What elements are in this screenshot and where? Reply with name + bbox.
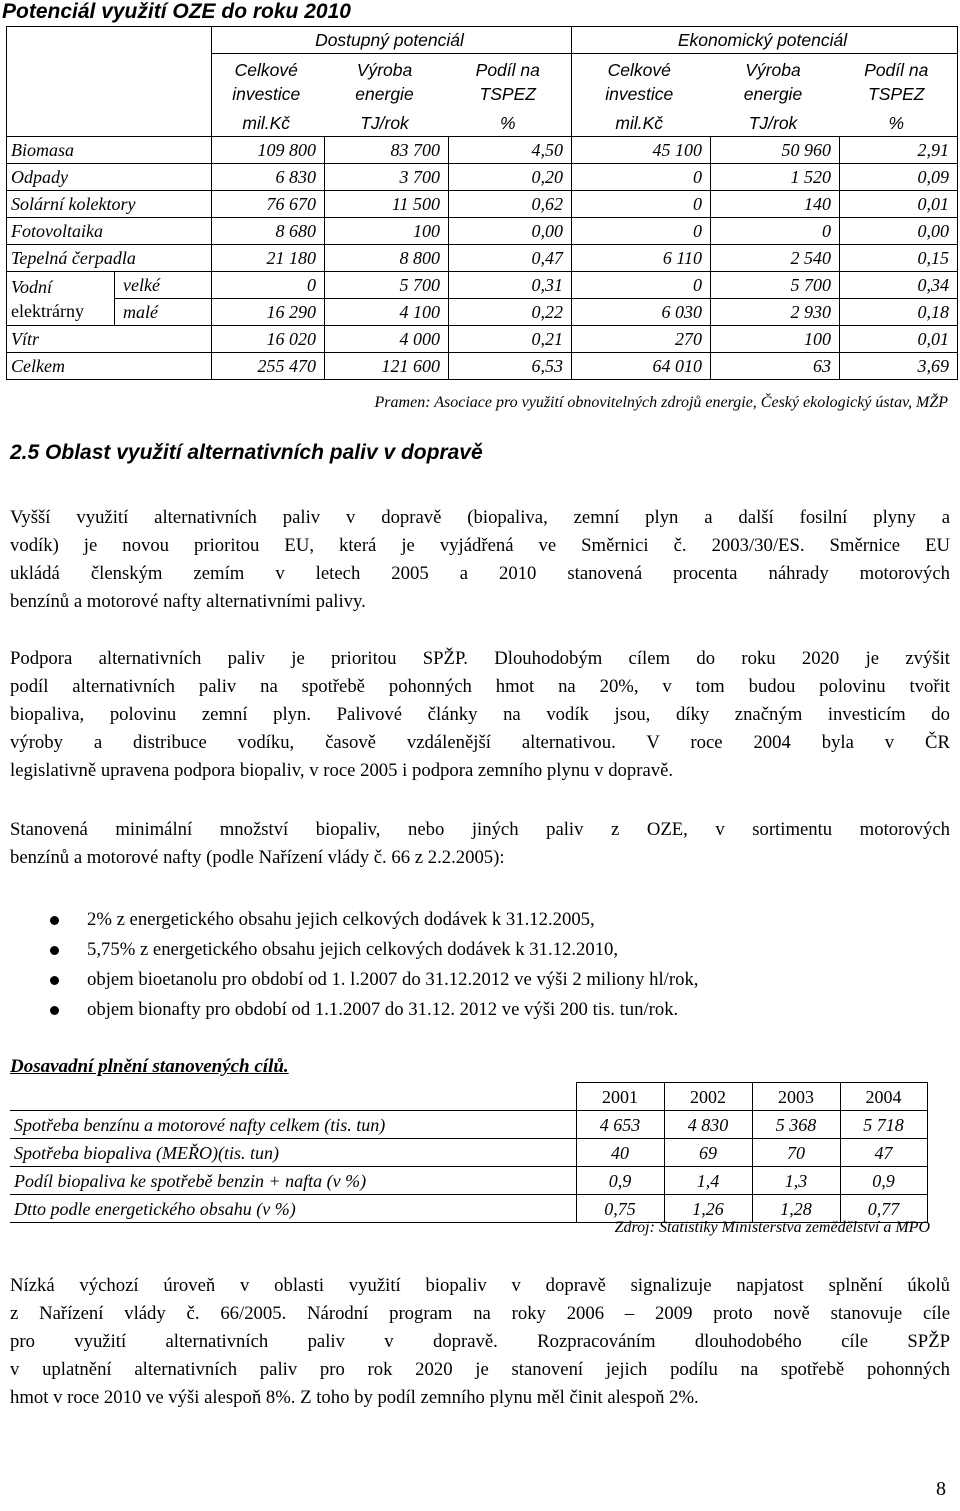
table-row [10,1167,927,1195]
unit-label: mil.Kč [572,110,711,137]
cell: 100 [325,218,449,245]
text-line: Nízká výchozí úroveň v oblasti využití biopaliv v dopravě signalizuje napjatost splnění úkolů [10,1275,950,1296]
list-item: objem bioetanolu pro období od 1. l.2007 do 31.12.2012 ve výši 2 miliony hl/rok, [10,965,950,995]
paragraph-1 [10,504,950,616]
text-line: hmot v roce 2010 ve výši alespoň 8%. Z toho by podíl zemního plynu měl činit alespoň 2%. [10,1387,699,1408]
cell: 4 100 [325,299,449,326]
table2-corner [10,1083,576,1111]
cell: 5 718 [840,1111,927,1139]
cell: 0,9 [576,1167,664,1195]
cell: 255 470 [212,353,325,380]
cell: 0,31 [449,272,572,299]
text-line: v uplatnění alternativních paliv pro rok 2020 je stanovení jejich podílu na spotřebě pohonných [10,1359,950,1380]
table-row [10,1139,927,1167]
cell: 0,00 [449,218,572,245]
cell: 4,50 [449,137,572,164]
table-row [10,1111,927,1139]
cell: 0 [711,218,840,245]
paragraph-4 [10,1272,950,1412]
row-label: Podíl biopaliva ke spotřebě benzin + nafta (v %) [10,1167,576,1195]
cell: 0 [572,164,711,191]
cell: 5 368 [752,1111,840,1139]
row-label: Dtto podle energetického obsahu (v %) [10,1195,576,1223]
text-line: biopaliva, polovinu zemní plyn. Palivové články na vodík jsou, díky značným investicím do [10,704,950,725]
column-header: Podíl na TSPEZ [840,54,958,111]
text-line: Podpora alternativních paliv je prioritou SPŽP. Dlouhodobým cílem do roku 2020 je zvýšit [10,648,950,669]
column-header: Celkové investice [572,54,711,111]
cell: 2 930 [711,299,840,326]
text-line: ukládá členským zemím v letech 2005 a 2010 stanovená procenta náhrady motorových [10,563,950,584]
table1-title: Potenciál využití OZE do roku 2010 [2,0,351,23]
table-row [7,326,958,353]
row-label: Biomasa [7,137,212,164]
cell: 8 800 [325,245,449,272]
cell: 0,34 [840,272,958,299]
list-item: 2% z energetického obsahu jejich celkových dodávek k 31.12.2005, [10,905,950,935]
table1-corner [7,54,212,111]
group-header: Ekonomický potenciál [572,27,958,54]
cell: 63 [711,353,840,380]
row-label: Celkem [7,353,212,380]
cell: 16 020 [212,326,325,353]
cell: 76 670 [212,191,325,218]
text-line: legislativně upravena podpora biopaliv, v roce 2005 i podpora zemního plynu v dopravě. [10,760,674,781]
table2-source: Zdroj: Statistiky Ministerstva zemědělství a MPO [614,1219,930,1236]
cell: 1,4 [664,1167,752,1195]
cell: 40 [576,1139,664,1167]
cell: 6,53 [449,353,572,380]
year-header: 2002 [664,1083,752,1111]
table-row [7,137,958,164]
cell: 8 680 [212,218,325,245]
row-label: Odpady [7,164,212,191]
cell: 100 [711,326,840,353]
column-header: Výroba energie [325,54,449,111]
row-label: Solární kolektory [7,191,212,218]
text-line: pro využití alternativních paliv v dopravě. Rozpracováním dlouhodobého cíle SPŽP [10,1331,950,1352]
cell: 0,15 [840,245,958,272]
cell: 4 653 [576,1111,664,1139]
table-row [7,164,958,191]
cell: 0,01 [840,191,958,218]
cell: 1,26 [664,1195,752,1223]
cell: 270 [572,326,711,353]
oze-potential-table [6,26,958,380]
cell: 5 700 [325,272,449,299]
year-header: 2001 [576,1083,664,1111]
group-header: Dostupný potenciál [212,27,572,54]
text-line: benzínů a motorové nafty alternativními palivy. [10,591,366,612]
text-line: výroby a distribuce vodíku, časově vzdálenější alternativou. V roce 2004 byla v ČR [10,732,950,753]
section-heading: 2.5 Oblast využití alternativních paliv v dopravě [10,441,483,464]
unit-label: TJ/rok [325,110,449,137]
column-header: Výroba energie [711,54,840,111]
requirements-list [10,905,950,1025]
table1-corner [7,27,212,54]
cell: 50 960 [711,137,840,164]
cell: 4 830 [664,1111,752,1139]
cell: 140 [711,191,840,218]
table-row-total [7,353,958,380]
paragraph-2 [10,645,950,785]
text-line: Vyšší využití alternativních paliv v dopravě (biopaliva, zemní plyn a další fosilní plyny a [10,507,950,528]
biofuel-table [10,1082,928,1223]
cell: 3 700 [325,164,449,191]
cell: 0,9 [840,1167,927,1195]
cell: 0 [572,272,711,299]
cell: 69 [664,1139,752,1167]
cell: 0,01 [840,326,958,353]
cell: 1,3 [752,1167,840,1195]
cell: 21 180 [212,245,325,272]
text-line: z Nařízení vlády č. 66/2005. Národní program na roky 2006 – 2009 proto nově stanovuje cíle [10,1303,950,1324]
cell: 0,00 [840,218,958,245]
cell: 0 [212,272,325,299]
unit-label: mil.Kč [212,110,325,137]
text-line: vodík) je novou prioritou EU, která je vyjádřená ve Směrnici č. 2003/30/ES. Směrnice EU [10,535,950,556]
cell: 3,69 [840,353,958,380]
list-item: 5,75% z energetického obsahu jejich celkových dodávek k 31.12.2010, [10,935,950,965]
row-label: Spotřeba benzínu a motorové nafty celkem (tis. tun) [10,1111,576,1139]
cell: 1 520 [711,164,840,191]
cell: 83 700 [325,137,449,164]
row-label: Fotovoltaika [7,218,212,245]
cell: 1,28 [752,1195,840,1223]
list-item: objem bionafty pro období od 1.1.2007 do 31.12. 2012 ve výši 200 tis. tun/rok. [10,995,950,1025]
paragraph-3 [10,816,950,872]
row-label: Spotřeba biopaliva (MEŘO)(tis. tun) [10,1139,576,1167]
cell: 2 540 [711,245,840,272]
cell: 0,77 [840,1195,927,1223]
cell: 2,91 [840,137,958,164]
hydro-label-line1: Vodní [11,276,53,297]
cell: 0,09 [840,164,958,191]
cell: 6 830 [212,164,325,191]
cell: 16 290 [212,299,325,326]
cell: 0 [572,218,711,245]
table-row [7,272,958,299]
page-number: 8 [936,1478,946,1500]
text-line: podíl alternativních paliv na spotřebě pohonných hmot na 20%, v tom budou polovinu tvořit [10,676,950,697]
cell: 0,20 [449,164,572,191]
table1-source: Pramen: Asociace pro využití obnovitelných zdrojů energie, Český ekologický ústav, MŽP [374,394,948,411]
cell: 0,75 [576,1195,664,1223]
text-line: Stanovená minimální množství biopaliv, nebo jiných paliv z OZE, v sortimentu motorových [10,819,950,840]
hydro-label-line2: elektrárny [11,300,84,321]
cell: 121 600 [325,353,449,380]
cell: 0,21 [449,326,572,353]
cell: 109 800 [212,137,325,164]
row-label-hydro [7,272,115,326]
table-row [7,299,958,326]
sub-row-label: malé [115,299,212,326]
table1-corner [7,110,212,137]
cell: 6 110 [572,245,711,272]
table-row [7,245,958,272]
cell: 4 000 [325,326,449,353]
cell: 0,47 [449,245,572,272]
text-line: benzínů a motorové nafty (podle Nařízení vlády č. 66 z 2.2.2005): [10,847,505,868]
cell: 0,62 [449,191,572,218]
cell: 0,18 [840,299,958,326]
sub-heading: Dosavadní plnění stanovených cílů. [10,1056,289,1077]
row-label: Tepelná čerpadla [7,245,212,272]
column-header: Celkové investice [212,54,325,111]
table-row [7,191,958,218]
cell: 5 700 [711,272,840,299]
cell: 47 [840,1139,927,1167]
cell: 70 [752,1139,840,1167]
unit-label: % [840,110,958,137]
cell: 64 010 [572,353,711,380]
year-header: 2003 [752,1083,840,1111]
year-header: 2004 [840,1083,927,1111]
cell: 45 100 [572,137,711,164]
table-row [7,218,958,245]
cell: 0 [572,191,711,218]
cell: 0,22 [449,299,572,326]
cell: 11 500 [325,191,449,218]
column-header: Podíl na TSPEZ [449,54,572,111]
sub-row-label: velké [115,272,212,299]
unit-label: % [449,110,572,137]
row-label: Vítr [7,326,212,353]
cell: 6 030 [572,299,711,326]
unit-label: TJ/rok [711,110,840,137]
